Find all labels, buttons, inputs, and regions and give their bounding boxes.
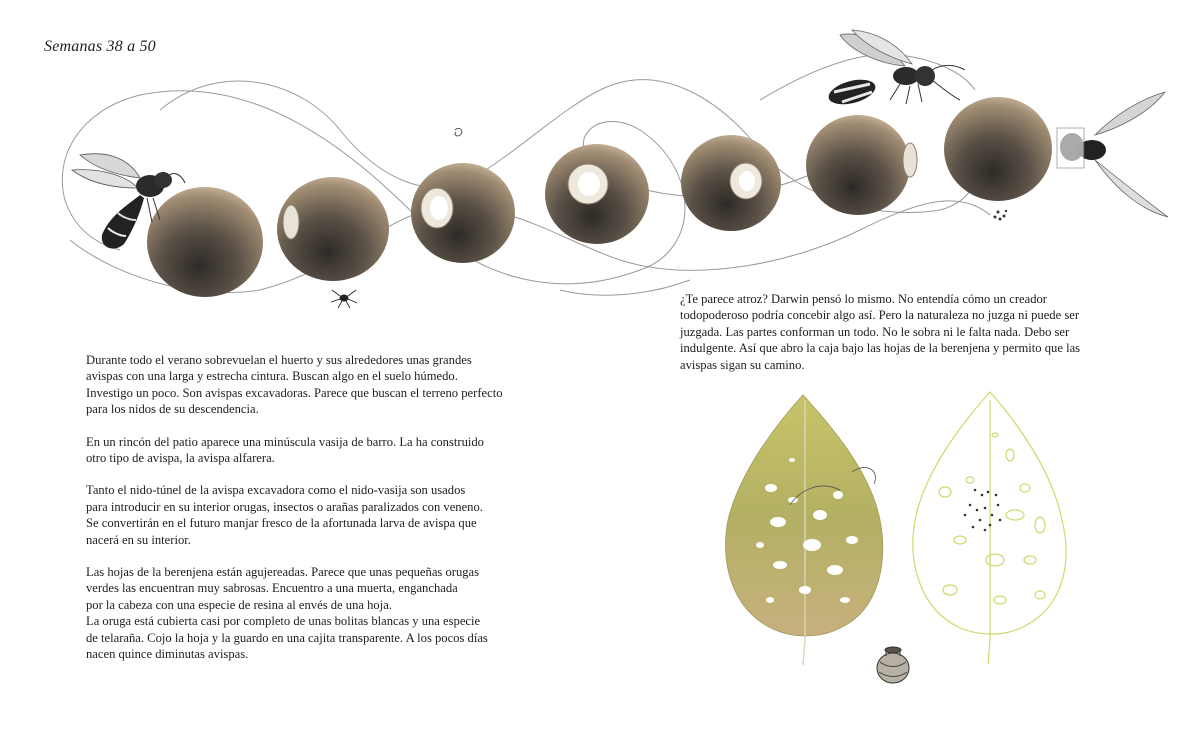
nest-ball-1 [147, 187, 263, 297]
right-text-column [680, 291, 1150, 389]
nest-ball-5 [681, 135, 781, 231]
paragraph: En un rincón del patio aparece una minúscula vasija de barro. La ha construido otro tipo de avispa, la avispa alfarera. [86, 434, 484, 466]
paragraph: Las hojas de la berenjena están agujereadas. Parece que unas pequeñas orugas verdes las encuentran muy sabrosas. Encuentro a una muerta, enganchada por la cabeza con una especie de resina al envés de una hoja. La oruga está cubierta casi por completo de unas bolitas blancas y una especie de telaraña. Cojo la hoja y la guardo en una cajita transparente. A los pocos días nacen quince diminutas avispas. [86, 565, 488, 662]
paragraph: Durante todo el verano sobrevuelan el huerto y sus alrededores unas grandes avispas con una larga y estrecha cintura. Buscan algo en el suelo húmedo. Investigo un poco. Son avispas excavadoras. Parece que buscan el terreno perfecto para los nidos de su descendencia. [86, 353, 503, 417]
leaf-outline-icon [913, 392, 1066, 664]
nest-ball-2 [277, 177, 389, 281]
spider-icon [331, 290, 357, 308]
page-heading: Semanas 38 a 50 [44, 38, 156, 55]
paragraph: ¿Te parece atroz? Darwin pensó lo mismo. No entendía cómo un creador todopoderoso podría concebir algo así. Pero la naturaleza no juzga ni puede ser juzgada. Las partes conforman un todo. No le sobra ni le falta nada. Debo ser indulgente. Así que abro la caja bajo las hojas de la berenjena y permito que las avispas sigan su camino. [680, 292, 1081, 372]
tiny-wasps-mark [964, 489, 1002, 532]
nest-ball-7 [944, 97, 1052, 201]
eaten-leaf-icon [725, 395, 882, 665]
left-text-column [86, 352, 526, 679]
wasp-icon [1057, 92, 1168, 217]
nest-ball-3 [411, 163, 515, 263]
nest-ball-6 [806, 115, 917, 215]
wasp-icon [826, 30, 965, 109]
mud-pot-icon [877, 647, 909, 683]
nest-ball-4 [545, 144, 649, 244]
paragraph: Tanto el nido-túnel de la avispa excavadora como el nido-vasija son usados para introducir en su interior orugas, insectos o arañas paralizados con veneno. Se convertirán en el futuro manjar fresco de la afortunada larva de avispa que nacerá en su interior. [86, 483, 483, 547]
